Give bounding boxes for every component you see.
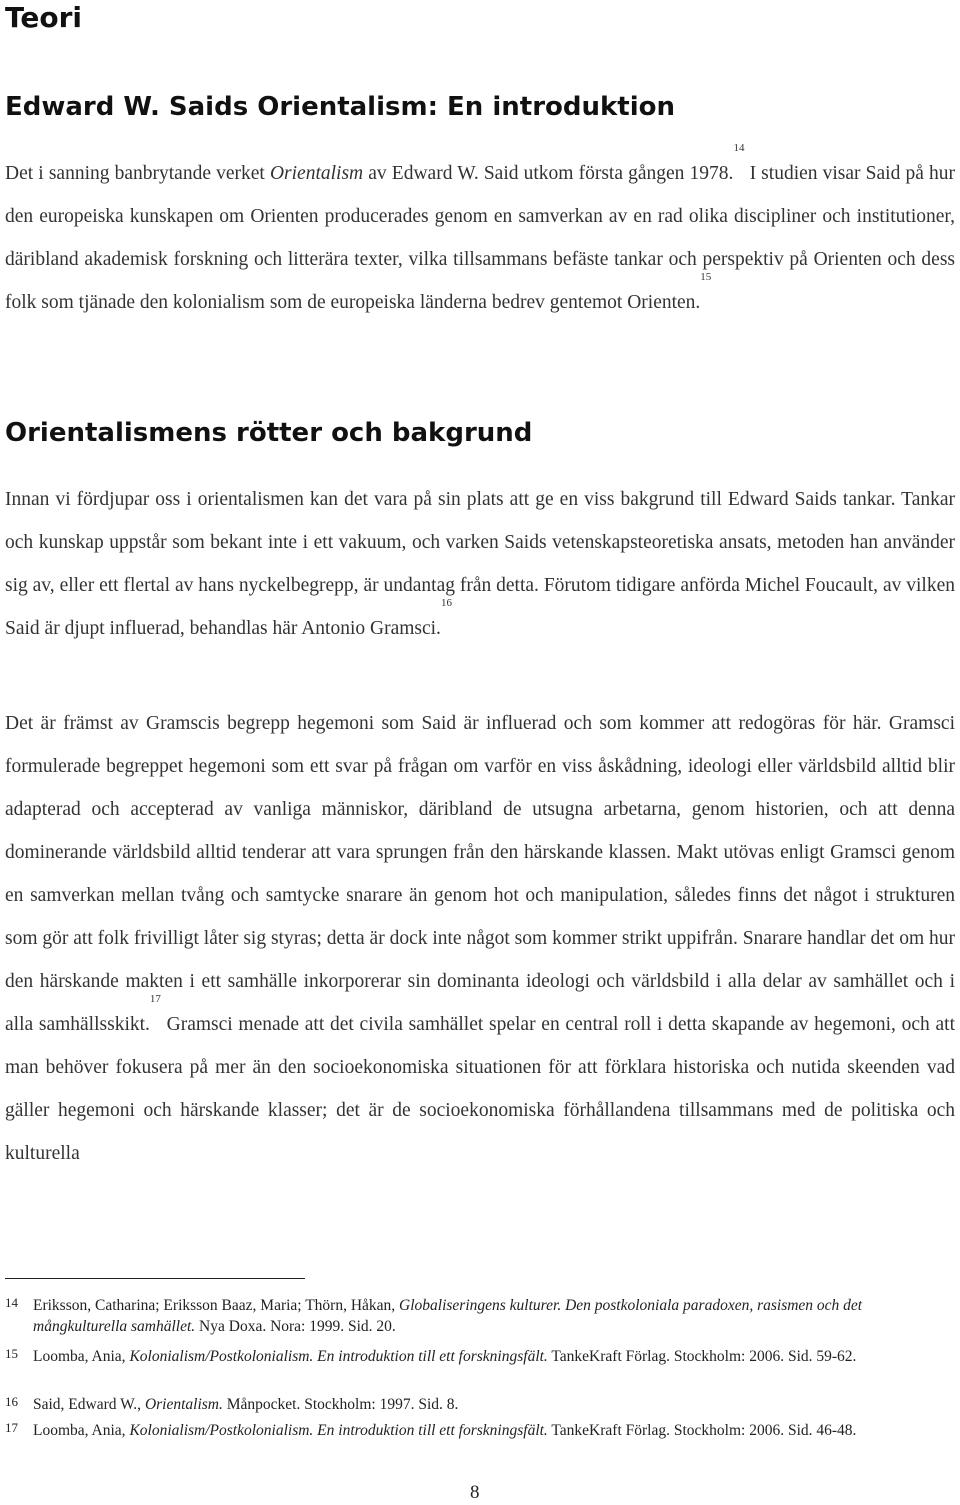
- footnote-divider: [5, 1278, 305, 1279]
- paragraph-background-1: [5, 478, 955, 650]
- paragraph-introduction: [5, 142, 955, 324]
- footnote-title: Kolonialism/Postkolonialism. En introduktion till ett forskningsfält.: [129, 1422, 548, 1439]
- footnote-text: TankeKraft Förlag. Stockholm: 2006. Sid. 59-62.: [547, 1348, 857, 1365]
- text-run: av Edward W. Said utkom första gången 1978.: [363, 163, 734, 184]
- page-number: 8: [470, 1482, 480, 1503]
- italic-title: Orientalism: [269, 163, 364, 184]
- footnote-17: [5, 1420, 955, 1441]
- footnote-number: 14: [5, 1295, 18, 1310]
- footnote-title: Orientalism.: [144, 1396, 223, 1413]
- footnote-number: 17: [5, 1420, 18, 1435]
- footnote-ref[interactable]: 14: [733, 142, 745, 154]
- footnote-16: [5, 1394, 955, 1415]
- footnote-text: Månpocket. Stockholm: 1997. Sid. 8.: [222, 1396, 459, 1413]
- paragraph-background-2: [5, 702, 955, 1175]
- footnote-14: [5, 1295, 955, 1337]
- footnote-text: Loomba, Ania,: [33, 1348, 130, 1365]
- section-title-introduction: Edward W. Saids Orientalism: En introduktion: [5, 92, 676, 122]
- footnote-number: 15: [5, 1346, 18, 1361]
- footnote-text: TankeKraft Förlag. Stockholm: 2006. Sid. 46-48.: [547, 1422, 857, 1439]
- footnote-number: 16: [5, 1394, 18, 1409]
- text-run: Det i sanning banbrytande verket: [5, 163, 270, 184]
- text-run: Gramsci menade att det civila samhället spelar en central roll i detta skapande av hegemoni, och att man behöver fokusera på mer än den socioekonomiska situationen för att förklara historiska och nutida skeenden vad gäller hegemoni och härskande klasser; det är de socioekonomiska förhållandena tillsammans med de politiska och kulturella: [5, 1014, 956, 1164]
- footnote-text: Nya Doxa. Nora: 1999. Sid. 20.: [195, 1318, 396, 1335]
- footnote-text: Loomba, Ania,: [33, 1422, 130, 1439]
- footnote-title: Globaliseringens kulturer. Den postkoloniala paradoxen, rasismen och det mångkulturella samhället.: [33, 1297, 863, 1335]
- footnote-text: Said, Edward W.,: [33, 1396, 145, 1413]
- footnote-ref[interactable]: 15: [700, 271, 712, 283]
- section-title-background: Orientalismens rötter och bakgrund: [5, 418, 533, 448]
- page-heading: Teori: [5, 1, 83, 34]
- footnote-ref[interactable]: 17: [149, 993, 161, 1005]
- footnote-ref[interactable]: 16: [440, 597, 452, 609]
- footnote-text: Eriksson, Catharina; Eriksson Baaz, Maria; Thörn, Håkan,: [33, 1297, 400, 1314]
- footnote-title: Kolonialism/Postkolonialism. En introduktion till ett forskningsfält.: [129, 1348, 548, 1365]
- text-run: Det är främst av Gramscis begrepp hegemoni som Said är influerad och som kommer att redogöras för här. Gramsci formulerade begreppet hegemoni som ett svar på frågan om varför en viss åskådning, ideologi eller världsbild alltid blir adapterad och accepterad av vanliga människor, däribland de utsugna arbetarna, genom historien, och att denna dominerande världsbild alltid tenderar att vara sprungen från den härskande klassen. Makt utövas enligt Gramsci genom en samverkan mellan tvång och samtycke snarare än genom hot och manipulation, således finns det något i strukturen som gör att folk frivilligt låter sig styras; detta är dock inte något som kommer strikt uppifrån. Snarare handlar det om hur den härskande makten i ett samhälle inkorporerar sin dominanta ideologi och världsbild i alla delar av samhället och i alla samhällsskikt.: [5, 713, 955, 1035]
- footnote-15: [5, 1346, 955, 1367]
- text-run: I studien visar Said på hur den europeiska kunskapen om Orienten producerades genom en samverkan av en rad olika discipliner och institutioner, däribland akademisk forskning och litterära texter, vilka tillsammans befäste tankar och perspektiv på Orienten och dess folk som tjänade den kolonialism som de europeiska länderna bedrev gentemot Orienten.: [5, 163, 955, 313]
- text-run: Innan vi fördjupar oss i orientalismen kan det vara på sin plats att ge en viss bakgrund till Edward Saids tankar. Tankar och kunskap uppstår som bekant inte i ett vakuum, och varken Saids vetenskapsteoretiska ansats, metoden han använder sig av, eller ett flertal av hans nyckelbegrepp, är undantag från detta. Förutom tidigare anförda Michel Foucault, av vilken Said är djupt influerad, behandlas här Antonio Gramsci.: [5, 489, 955, 639]
